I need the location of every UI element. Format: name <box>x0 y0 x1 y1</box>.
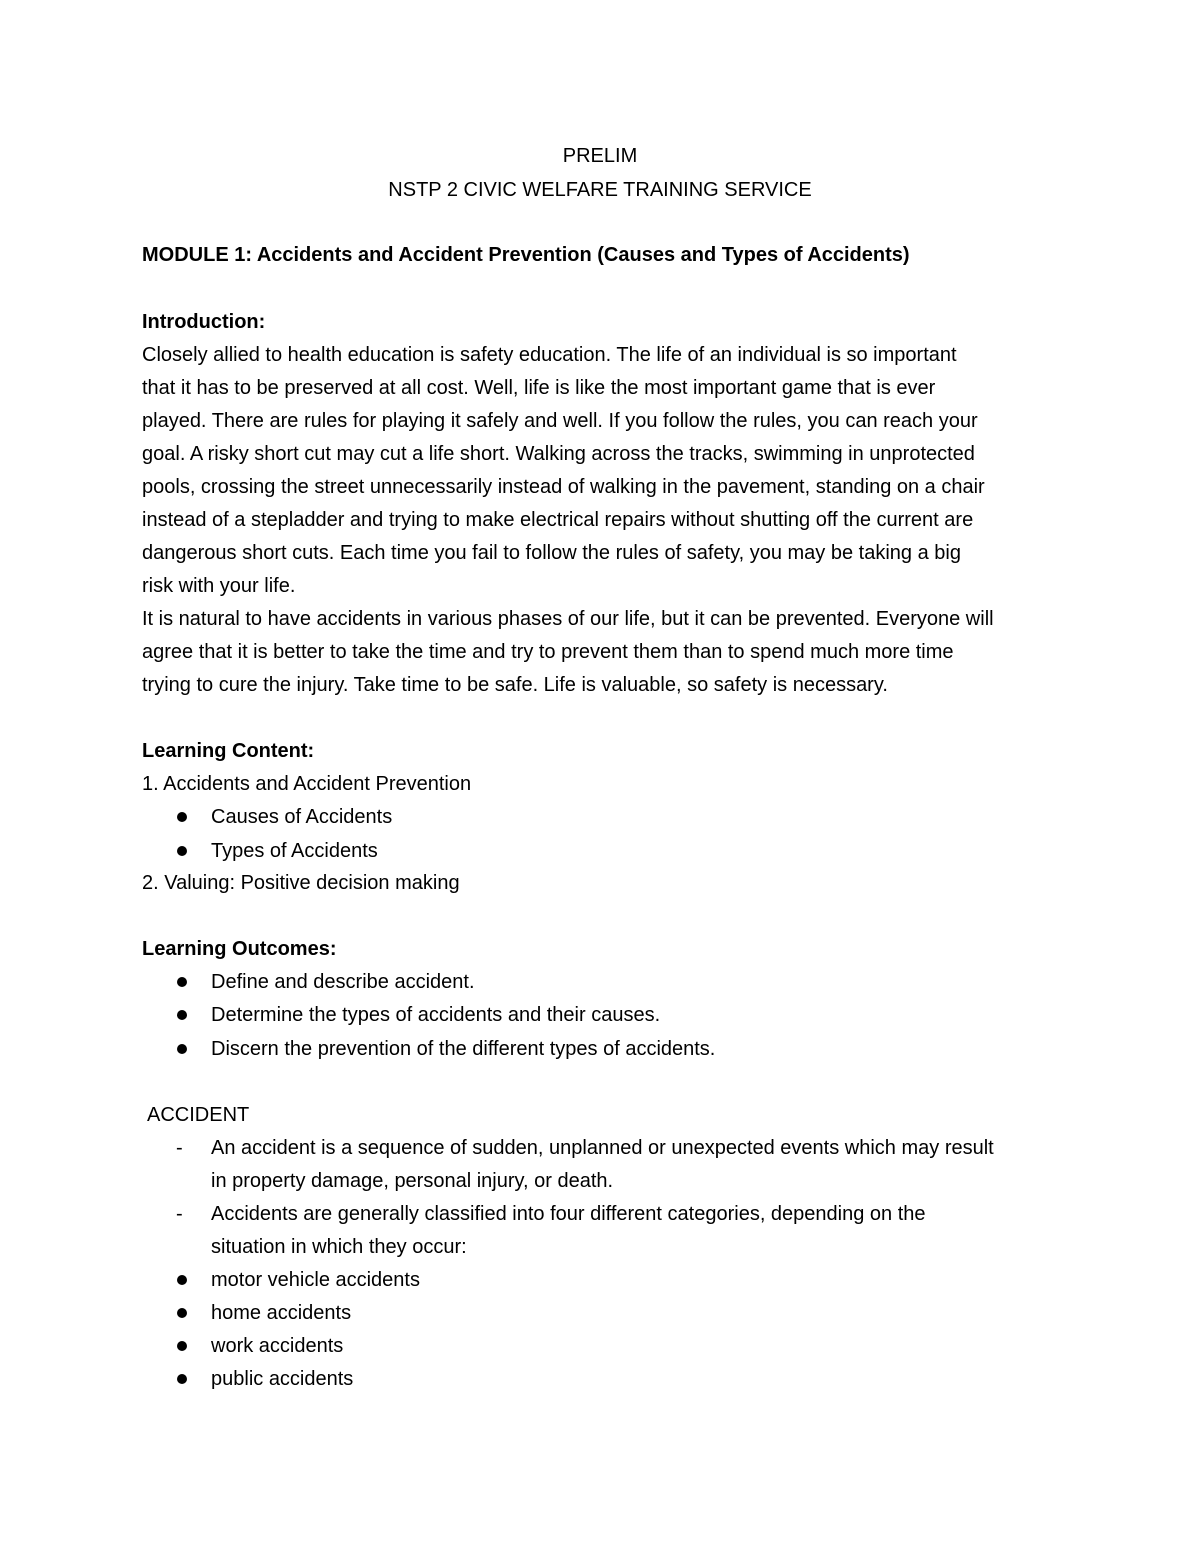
learning-content-subitem: Causes of Accidents <box>211 806 393 828</box>
accident-classification-line: Accidents are generally classified into four different categories, depending on the <box>211 1203 926 1225</box>
learning-outcomes-heading: Learning Outcomes: <box>142 938 337 960</box>
accident-definition-line: An accident is a sequence of sudden, unplanned or unexpected events which may result <box>211 1137 994 1159</box>
course-title: NSTP 2 CIVIC WELFARE TRAINING SERVICE <box>388 179 812 201</box>
learning-content-item: 1. Accidents and Accident Prevention <box>142 773 472 795</box>
bullet-icon <box>177 1308 187 1318</box>
introduction-line: instead of a stepladder and trying to make electrical repairs without shutting off the current are <box>142 509 974 531</box>
introduction-line: Closely allied to health education is safety education. The life of an individual is so important <box>142 344 957 366</box>
bullet-icon <box>177 977 187 987</box>
introduction-line: that it has to be preserved at all cost. Well, life is like the most important game that is ever <box>142 377 936 399</box>
bullet-icon <box>177 1275 187 1285</box>
accident-definition-line: in property damage, personal injury, or death. <box>211 1170 614 1192</box>
dash-marker: - <box>176 1203 183 1225</box>
introduction-heading: Introduction: <box>142 311 266 333</box>
introduction-line: trying to cure the injury. Take time to be safe. Life is valuable, so safety is necessary. <box>142 674 888 696</box>
accident-heading: ACCIDENT <box>147 1104 250 1126</box>
accident-category: work accidents <box>211 1335 344 1357</box>
document-term: PRELIM <box>562 145 638 167</box>
introduction-line: goal. A risky short cut may cut a life short. Walking across the tracks, swimming in unprotected <box>142 443 975 465</box>
introduction-line: It is natural to have accidents in various phases of our life, but it can be prevented. Everyone will <box>142 608 994 630</box>
introduction-line: pools, crossing the street unnecessarily instead of walking in the pavement, standing on a chair <box>142 476 985 498</box>
bullet-icon <box>177 1044 187 1054</box>
module-title: MODULE 1: Accidents and Accident Prevention (Causes and Types of Accidents) <box>142 244 910 266</box>
bullet-icon <box>177 846 187 856</box>
dash-marker: - <box>176 1137 183 1159</box>
introduction-line: agree that it is better to take the time and try to prevent them than to spend much more time <box>142 641 954 663</box>
introduction-line: dangerous short cuts. Each time you fail to follow the rules of safety, you may be taking a big <box>142 542 961 564</box>
accident-category: public accidents <box>211 1368 354 1390</box>
introduction-line: risk with your life. <box>142 575 296 597</box>
bullet-icon <box>177 1341 187 1351</box>
learning-content-subitem: Types of Accidents <box>211 840 378 862</box>
accident-category: home accidents <box>211 1302 352 1324</box>
learning-content-item: 2. Valuing: Positive decision making <box>142 872 460 894</box>
learning-outcome-item: Discern the prevention of the different types of accidents. <box>211 1038 716 1060</box>
bullet-icon <box>177 812 187 822</box>
accident-category: motor vehicle accidents <box>211 1269 420 1291</box>
learning-content-heading: Learning Content: <box>142 740 315 762</box>
introduction-line: played. There are rules for playing it safely and well. If you follow the rules, you can reach your <box>142 410 978 432</box>
bullet-icon <box>177 1010 187 1020</box>
bullet-icon <box>177 1374 187 1384</box>
learning-outcome-item: Define and describe accident. <box>211 971 475 993</box>
learning-outcome-item: Determine the types of accidents and their causes. <box>211 1004 661 1026</box>
accident-classification-line: situation in which they occur: <box>211 1236 467 1258</box>
